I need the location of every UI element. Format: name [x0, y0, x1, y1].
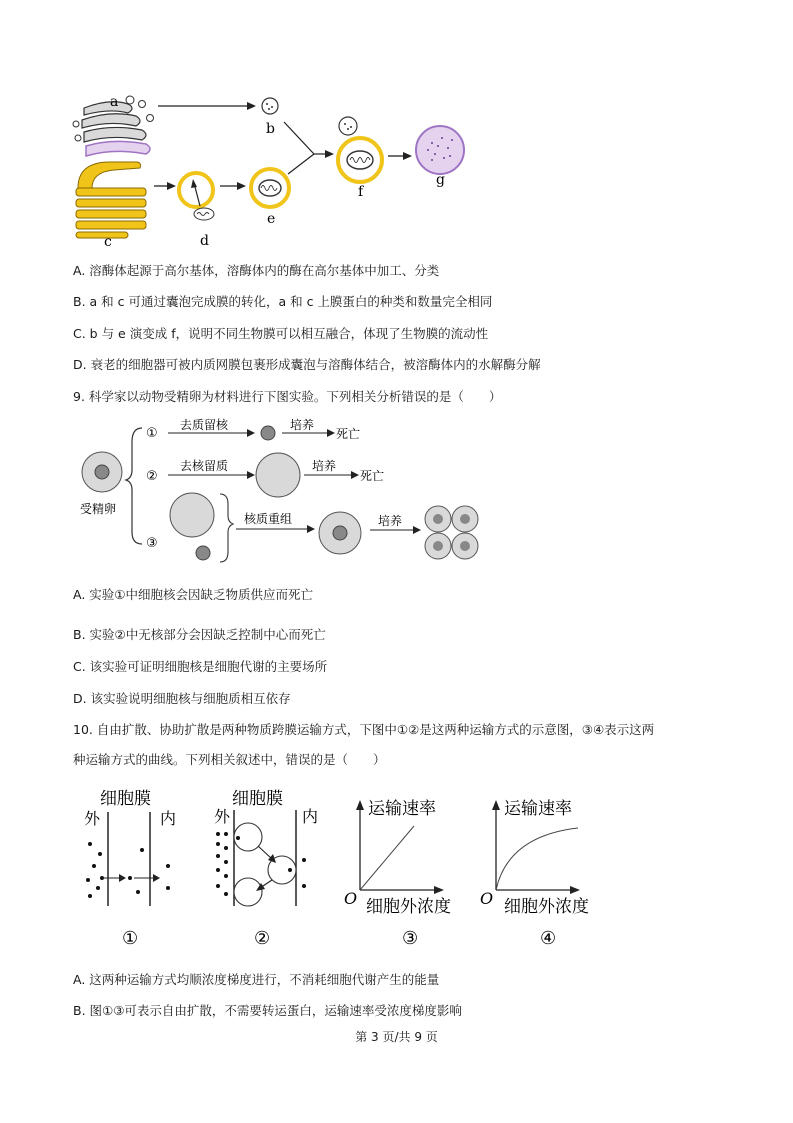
label-e: e [267, 211, 276, 227]
q9-option-d: D. 该实验说明细胞核与细胞质相互依存 [73, 691, 291, 706]
zygote-experiment-diagram [72, 412, 492, 572]
q10-option-b: B. 图①③可表示自由扩散，不需要转运蛋白，运输速率受浓度梯度影响 [73, 1003, 462, 1018]
ylabel-4: 运输速率 [504, 799, 572, 819]
origin-3: O [344, 889, 358, 908]
label-b: b [266, 121, 275, 137]
panel-saturating-curve [480, 799, 589, 949]
q8-option-d: D. 衰老的细胞器可被内质网膜包裹形成囊泡与溶酶体结合，被溶酶体内的水解酶分解 [73, 357, 541, 372]
q9-option-b: B. 实验②中无核部分会因缺乏控制中心而死亡 [73, 627, 326, 642]
q10-stem-line1: 10. 自由扩散、协助扩散是两种物质跨膜运输方式，下图中①②是这两种运输方式的示意图，③④表示这两 [73, 722, 655, 737]
zygote-label: 受精卵 [80, 502, 117, 516]
q9-stem: 9. 科学家以动物受精卵为材料进行下图实验。下列相关分析错误的是（ ） [73, 389, 502, 404]
inside-label-2: 内 [302, 807, 319, 826]
step2-result: 死亡 [360, 469, 385, 483]
label-c: c [104, 234, 112, 248]
secondary-lysosome-g [416, 126, 464, 174]
autophagosome-e [251, 169, 289, 207]
step3-operation: 核质重组 [244, 512, 293, 526]
q8-option-a: A. 溶酶体起源于高尔基体，溶酶体内的酶在高尔基体中加工、分类 [73, 263, 440, 278]
label-a: a [110, 94, 119, 110]
label-f: f [358, 184, 364, 200]
step1-operation: 去质留核 [180, 418, 229, 432]
step2-culture: 培养 [312, 459, 337, 473]
xlabel-3: 细胞外浓度 [366, 897, 451, 917]
panel-linear-curve [344, 799, 451, 949]
step1-number: ① [146, 426, 158, 441]
panel-label-2: ② [254, 928, 271, 949]
transport-diagram [78, 782, 618, 952]
step3-culture: 培养 [378, 514, 403, 528]
q10-stem-line2: 种运输方式的曲线。下列相关叙述中，错误的是（ ） [73, 752, 386, 767]
step3-number: ③ [146, 536, 158, 551]
panel-label-1: ① [122, 928, 139, 949]
origin-4: O [480, 889, 494, 908]
label-g: g [436, 172, 445, 188]
membrane-label-2: 细胞膜 [232, 789, 283, 809]
step1-result: 死亡 [336, 427, 361, 441]
inside-label-1: 内 [160, 809, 177, 828]
step2-number: ② [146, 469, 158, 484]
outside-label-1: 外 [84, 809, 101, 828]
panel-label-3: ③ [402, 928, 419, 949]
q8-option-c: C. b 与 e 演变成 f，说明不同生物膜可以相互融合，体现了生物膜的流动性 [73, 326, 489, 341]
panel-facilitated-diffusion [214, 789, 318, 949]
q10-option-a: A. 这两种运输方式均顺浓度梯度进行，不消耗细胞代谢产生的能量 [73, 972, 440, 987]
q9-option-a: A. 实验①中细胞核会因缺乏物质供应而死亡 [73, 587, 313, 602]
q8-option-b: B. a 和 c 可通过囊泡完成膜的转化，a 和 c 上膜蛋白的种类和数量完全相同 [73, 294, 493, 309]
step1-culture: 培养 [290, 418, 315, 432]
endoplasmic-reticulum-c [76, 162, 146, 238]
lysosome-b [262, 98, 278, 114]
ylabel-3: 运输速率 [368, 799, 436, 819]
panel-free-diffusion [84, 789, 176, 949]
membrane-label-1: 细胞膜 [100, 789, 151, 809]
q9-option-c: C. 该实验可证明细胞核是细胞代谢的主要场所 [73, 659, 328, 674]
panel-label-4: ④ [540, 928, 557, 949]
fusion-vesicle-f [338, 117, 382, 182]
xlabel-4: 细胞外浓度 [504, 897, 589, 917]
organelle-lysosome-diagram [70, 88, 490, 248]
label-d: d [200, 233, 209, 248]
page-footer: 第 3 页/共 9 页 [355, 1030, 438, 1044]
step2-operation: 去核留质 [180, 459, 229, 473]
outside-label-2: 外 [214, 807, 231, 826]
autophagosome-d [179, 173, 214, 220]
